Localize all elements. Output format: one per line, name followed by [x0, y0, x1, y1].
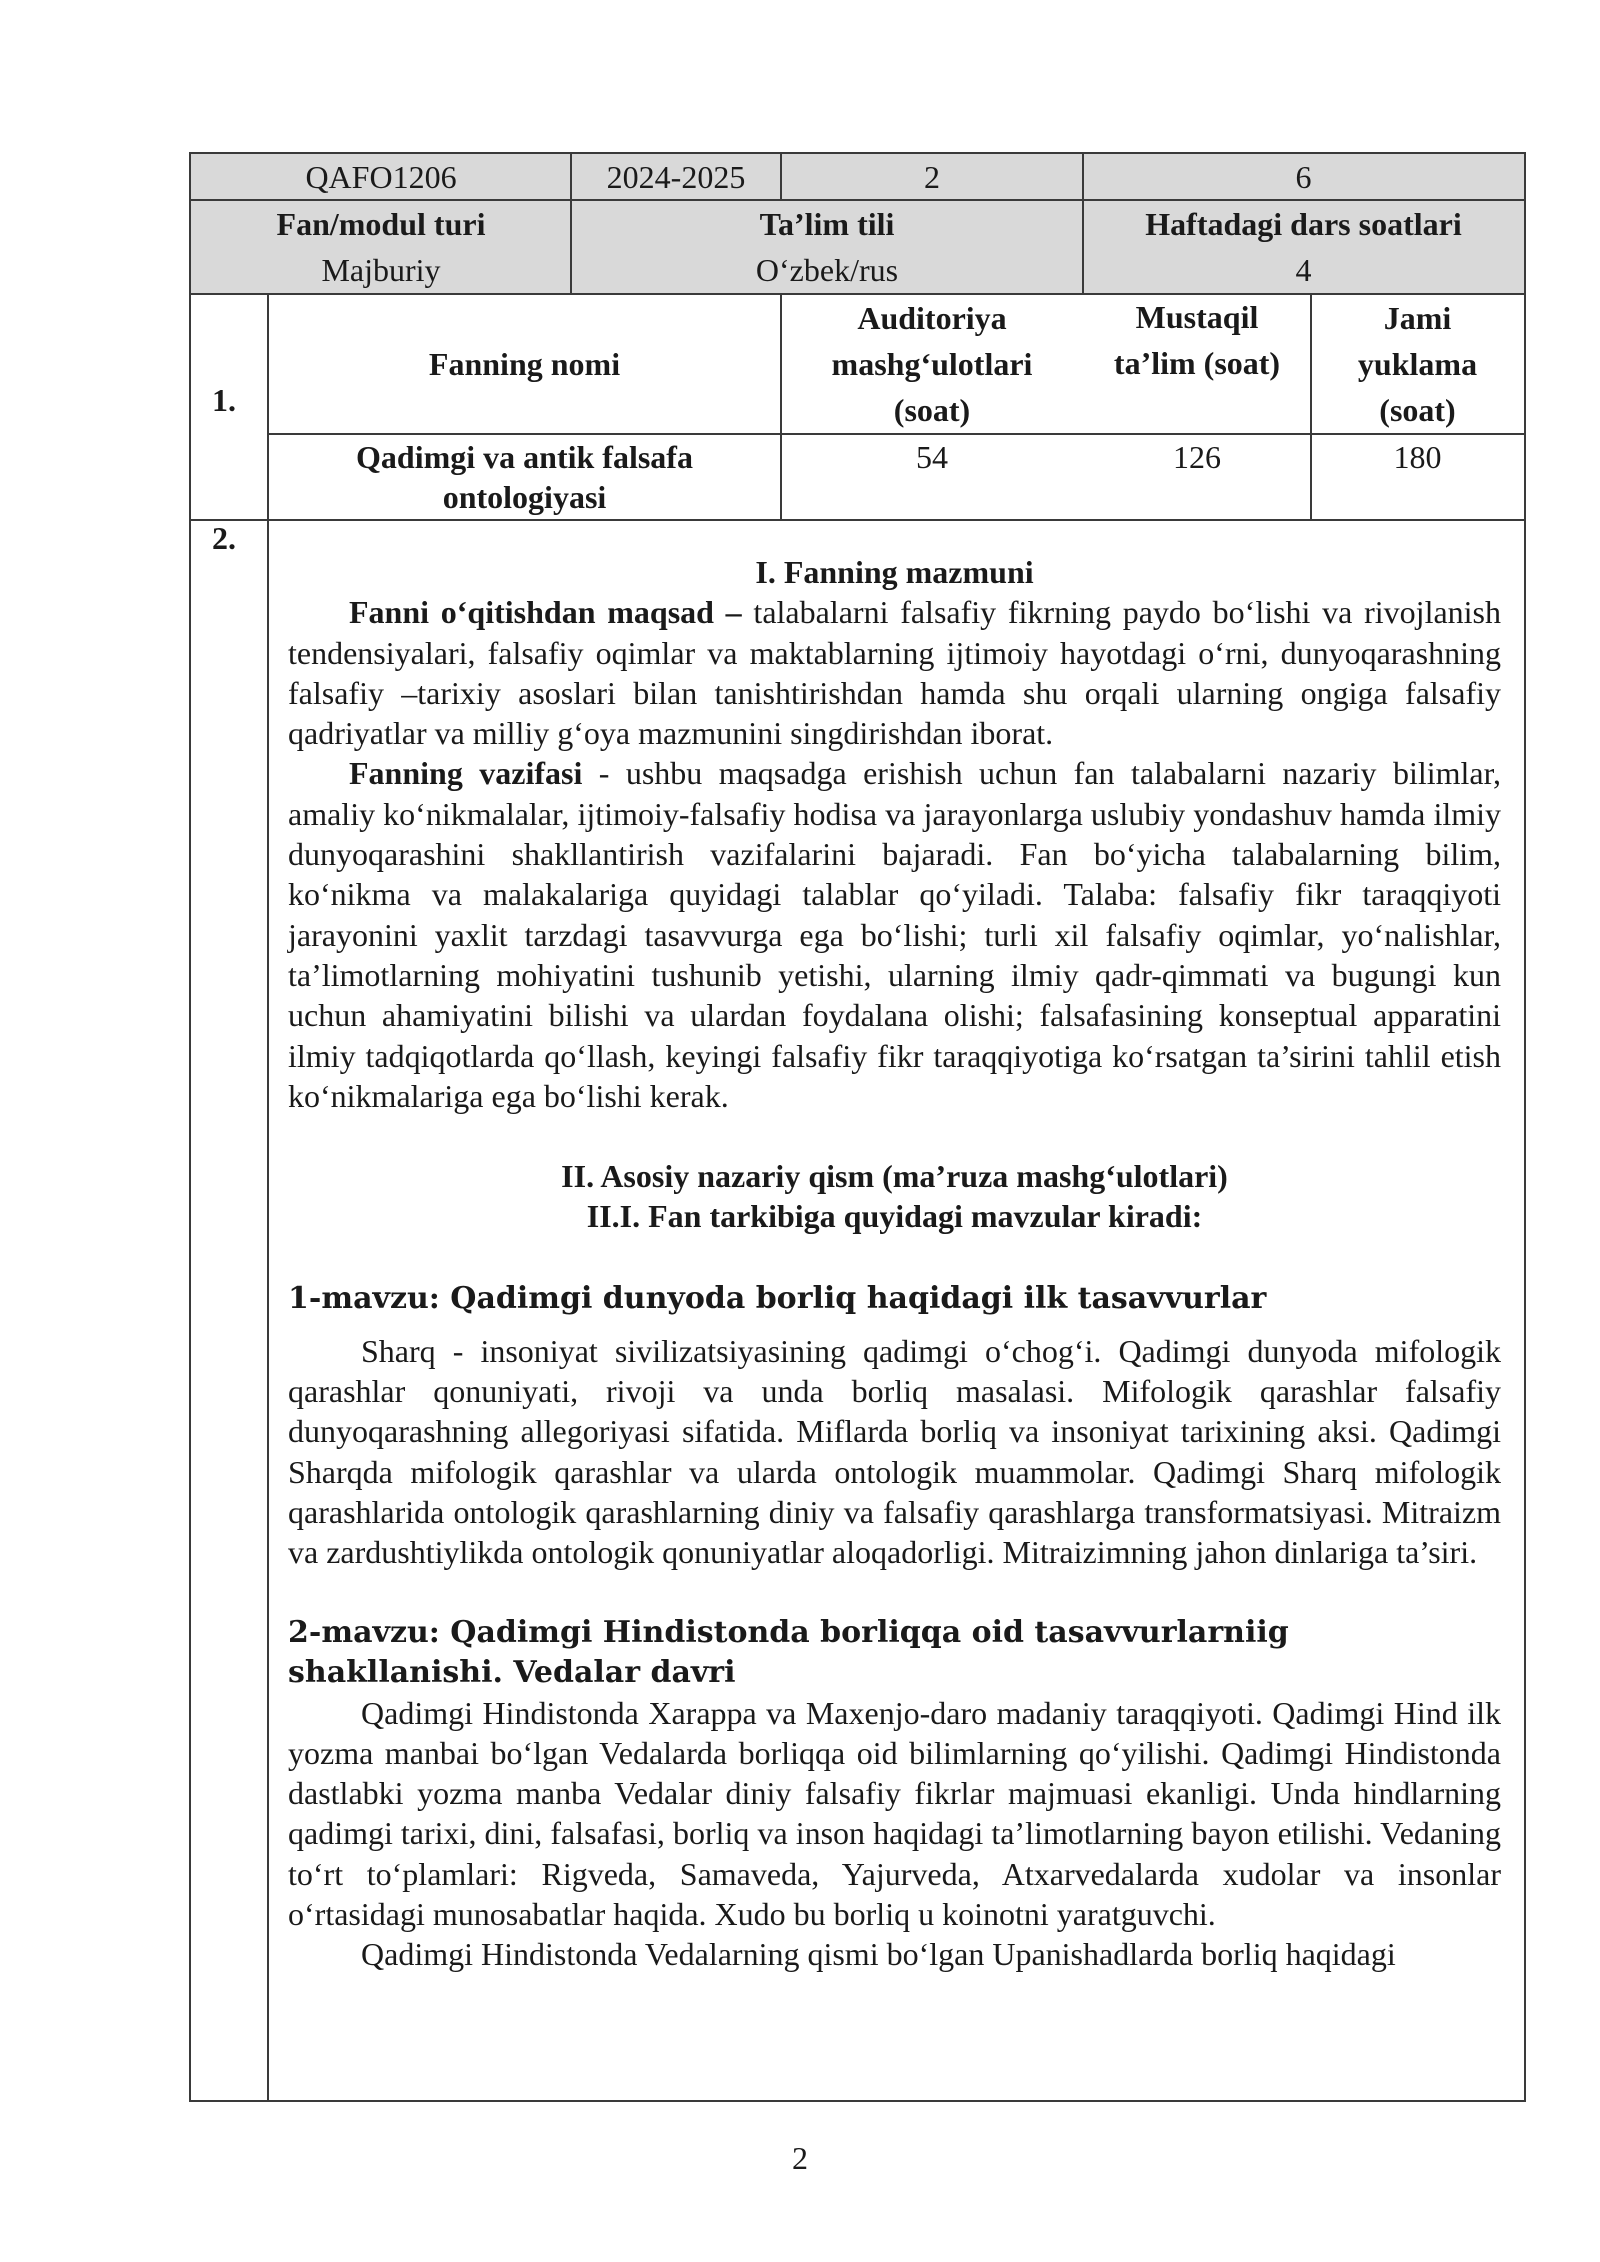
row-number-1: 1.	[212, 382, 236, 418]
page-number: 2	[792, 2140, 808, 2176]
total-label-line1: Jami	[1383, 300, 1452, 336]
independent-hours-header	[1083, 294, 1311, 434]
table-rule	[267, 294, 269, 2100]
weekly-hours-cell	[1083, 200, 1524, 294]
goal-lead: Fanni o‘qitishdan maqsad –	[349, 594, 742, 631]
task-lead: Fanning vazifasi	[349, 755, 583, 792]
course-name-label: Fanning nomi	[428, 346, 621, 382]
weekly-hours-label: Haftadagi dars soatlari	[1145, 206, 1462, 242]
table-rule	[1310, 294, 1312, 520]
topic1-text: Sharq - insoniyat sivilizatsiyasining qadimgi o‘chog‘i. Qadimgi dunyoda mifologik qarashlar qonuniyati, rivoji va unda borliq masalasi. Mifologik qarashlar falsafiy dunyoqarashning allegoriyasi sifatida. Miflarda borliq va insoniyat tarixining aksi. Qadimgi Sharqda mifologik qarashlar va ularda ontologik muammolar. Qadimgi Sharq mifologik qarashlarida ontologik qarashlarning diniy va falsafiy qarashlarga transformatsiyasi. Mitraizm va zardushtiylikda ontologik qonuniyatlar aloqadorligi. Mitraizimning jahon dinlariga ta’siri.	[288, 1332, 1501, 1571]
table-rule	[570, 154, 572, 294]
total-label-line3: (soat)	[1379, 392, 1456, 428]
course-name-line2: ontologiyasi	[442, 479, 607, 515]
course-name-header	[268, 294, 781, 434]
total-load-value: 180	[1393, 439, 1442, 475]
course-code: QAFO1206	[191, 154, 571, 200]
auditory-hours-value: 54	[916, 439, 948, 475]
module-type-cell	[191, 200, 571, 294]
language-label: Ta’lim tili	[759, 206, 895, 242]
module-type-value: Majburiy	[321, 252, 441, 288]
section-title-content: I. Fanning mazmuni	[755, 554, 1034, 590]
section-title-theory: II. Asosiy nazariy qism (ma’ruza mashg‘ulotlari)	[561, 1158, 1228, 1195]
row-number-2: 2.	[212, 520, 236, 556]
table-rule	[268, 433, 1524, 435]
topic1-title: 1-mavzu: Qadimgi dunyoda borliq haqidagi ilk tasavvurlar	[288, 1280, 1267, 1316]
credits: 6	[1083, 154, 1524, 200]
table-rule	[780, 154, 782, 200]
table-rule	[191, 199, 1524, 201]
auditory-label-line2: mashg‘ulotlari	[831, 346, 1033, 382]
course-content	[288, 552, 1501, 1975]
module-type-label: Fan/modul turi	[276, 206, 486, 242]
topic2-title-line1: 2-mavzu: Qadimgi Hindistonda borliqqa oid tasavvurlarniig	[288, 1614, 1289, 1650]
topic2-title-line2: shakllanishi. Vedalar davri	[288, 1654, 736, 1690]
total-load-header	[1311, 294, 1524, 434]
table-rule	[191, 293, 1524, 295]
weekly-hours-value: 4	[1295, 252, 1312, 288]
task-text: - ushbu maqsadga erishish uchun fan talabalarni nazariy bilimlar, amaliy ko‘nikmalalar, ijtimoiy-falsafiy hodisa va jarayonlarga uslubiy yondashuv hamda ilmiy dunyoqarashini shakllantirish vazifalarini bajaradi. Fan bo‘yicha talabalarning bilim, ko‘nikma va malakalariga quyidagi talablar qo‘yiladi. Talaba: falsafiy fikr taraqqiyoti jarayonini yaxlit tarzdagi tasavvurga ega bo‘lishi; turli xil falsafiy oqimlar, yo‘nalishlar, ta’limotlarning mohiyatini tushunib yetishi, ularning ilmiy qadr-qimmati va bugungi kun uchun ahamiyatini bilishi va ulardan foydalana olishi; falsafasining konseptual apparatini ilmiy tadqiqotlarda qo‘llash, keyingi falsafiy fikr taraqqiyotiga ko‘rsatgan ta’sirini tahlil etish ko‘nikmalariga ega bo‘lishi kerak.	[288, 755, 1502, 1114]
language-value: O‘zbek/rus	[755, 252, 899, 288]
language-cell	[571, 200, 1083, 294]
table-rule	[1082, 154, 1084, 294]
auditory-label-line1: Auditoriya	[857, 300, 1007, 336]
course-name-line1: Qadimgi va antik falsafa	[356, 439, 693, 475]
semester: 2	[781, 154, 1083, 200]
academic-year: 2024-2025	[571, 154, 781, 200]
auditory-hours-header	[781, 294, 1083, 434]
total-label-line2: yuklama	[1357, 346, 1478, 382]
topic2-text-continued: Qadimgi Hindistonda Vedalarning qismi bo‘lgan Upanishadlarda borliq haqidagi	[361, 1936, 1396, 1973]
topic2-text: Qadimgi Hindistonda Xarappa va Maxenjo-daro madaniy taraqqiyoti. Qadimgi Hind ilk yozma manbai bo‘lgan Vedalarda borliqqa oid bilimlarning qo‘yilishi. Qadimgi Hindistonda dastlabki yozma manba Vedalar diniy falsafiy fikrlar majmuasi ekanligi. Unda hindlarning qadimgi tarixi, dini, falsafasi, borliq va inson haqidagi ta’limotlarning bayon etilishi. Vedaning to‘rt to‘plamlari: Rigveda, Samaveda, Yajurveda, Atxarvedalarda xudolar va insonlar o‘rtasidagi munosabatlar haqida. Xudo bu borliq u koinotni yaratguvchi.	[288, 1694, 1501, 1933]
goal-text: talabalarni falsafiy fikrning paydo bo‘lishi va rivojlanish tendensiyalari, falsafiy oqimlar va maktablarning ijtimoiy hayotdagi o‘rni, dunyoqarashning falsafiy –tarixiy asoslari bilan tanishtirishdan hamda shu orqali ularning ongiga falsafiy qadriyatlar va milliy g‘oya mazmunini singdirishdan iborat.	[288, 594, 1502, 752]
section-subtitle-topics: II.I. Fan tarkibiga quyidagi mavzular kiradi:	[586, 1198, 1203, 1235]
table-rule	[780, 294, 782, 520]
independent-label-line1: Mustaqil	[1135, 299, 1259, 335]
goal-paragraph	[288, 592, 1501, 753]
auditory-label-line3: (soat)	[893, 392, 971, 428]
table-rule	[191, 519, 1524, 521]
course-name-value	[268, 434, 781, 520]
independent-hours-value: 126	[1173, 439, 1221, 475]
independent-label-line2: ta’lim (soat)	[1113, 345, 1281, 381]
task-paragraph	[288, 753, 1501, 1116]
